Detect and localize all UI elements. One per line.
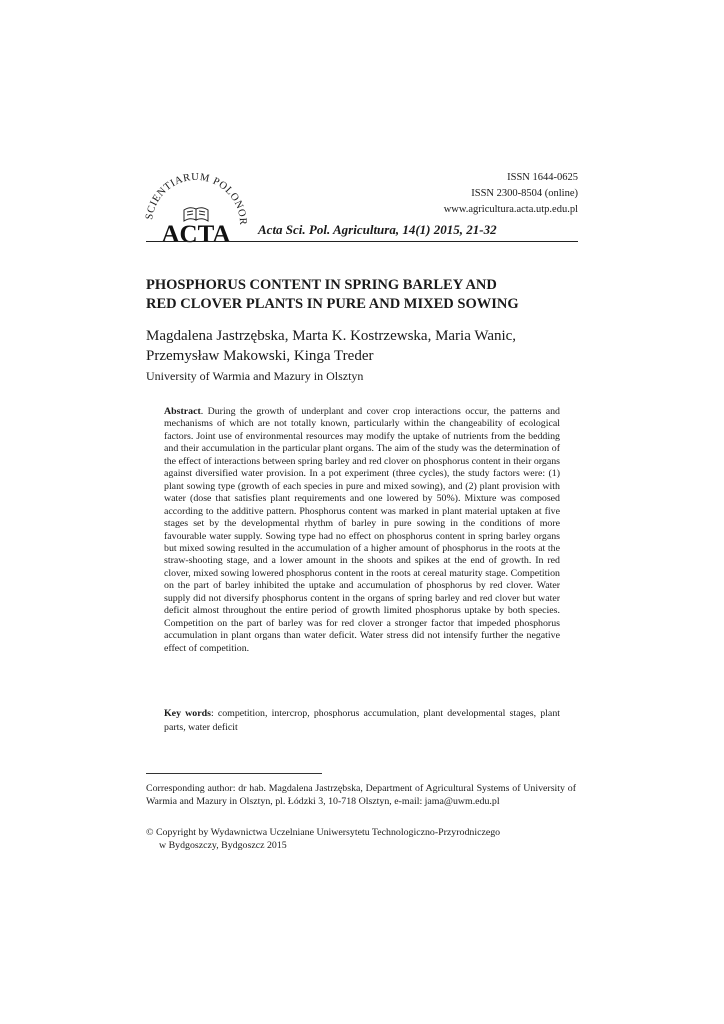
acta-logo [142, 162, 250, 246]
logo-word: ACTA [161, 221, 231, 246]
keywords-label: Key words [164, 708, 211, 719]
authors-line-2: Przemysław Makowski, Kinga Treder [146, 348, 374, 364]
svg-text:SCIENTIARUM POLONORUM [142, 162, 248, 226]
authors-line-1: Magdalena Jastrzębska, Marta K. Kostrzewska, Maria Wanic, [146, 328, 517, 344]
abstract-label: Abstract [164, 406, 201, 417]
issn-block [258, 170, 578, 218]
abstract-text: . During the growth of underplant and cover crop interactions occur, the patterns and mechanisms of which are not totally known, particularly within the changeability of ecological factors. Joint use of environmental resources may modify the uptake of nutrients from the bedding and their accumulation in the particular plant organs. The aim of the study was the determination of the effect of interactions between spring barley and red clover on phosphorus content in their organs against diversified water provision. In a pot experiment (three cycles), the study factors were: (1) plant sowing type (growth of each species in pure and mixed sowing), and (2) plant provision with water (dose that satisfies plant requirements and one lowered by 50%). Mixture was composed according to the additive pattern. Phosphorus content was marked in plant material uptaken at five stages set by the developmental rhythm of barley in pure sowing in the conditions of more favourable water supply. Sowing type had no effect on phosphorus content in spring barley organs but mixed sowing resulted in the accumulation of a higher amount of phosphorus in the roots at the straw-shooting stage, and a lower amount in the shoots and spikes at the end of growth. In red clover, mixed sowing lowered phosphorus content in the roots at cereal maturity stage. Competition on the part of barley inhibited the uptake and accumulation of phosphorus by red clover. Water supply did not diversify phosphorus content in the organs of spring barley and red clover but water deficit almost throughout the entire period of growth limited phosphorus uptake by both species. Competition on the part of barley was for red clover a stronger factor that impeded phosphorus accumulation in plant organs than water deficit. Water stress did not intensify further the negative effect of competition. [164, 406, 560, 654]
copyright-line-1: © Copyright by Wydawnictwa Uczelniane Uniwersytetu Technologiczno-Przyrodniczego [146, 827, 501, 838]
journal-website[interactable]: www.agricultura.acta.utp.edu.pl [443, 204, 578, 215]
issn-print: ISSN 1644-0625 [507, 172, 578, 183]
journal-citation: Acta Sci. Pol. Agricultura, 14(1) 2015, 21-32 [258, 222, 497, 237]
logo-arc-text: SCIENTIARUM POLONOR [144, 171, 249, 226]
book-icon [184, 208, 208, 221]
issn-online: ISSN 2300-8504 (online) [471, 188, 578, 199]
title-line-1: PHOSPHORUS CONTENT IN SPRING BARLEY AND [146, 277, 497, 293]
header-divider [146, 241, 578, 242]
authors [146, 326, 578, 366]
title-line-2: RED CLOVER PLANTS IN PURE AND MIXED SOWING [146, 296, 519, 312]
corresponding-author: Corresponding author: dr hab. Magdalena Jastrzębska, Department of Agricultural Systems of University of Warmia and Mazury in Olsztyn, pl. Łódzki 3, 10-718 Olsztyn, e-mail: jama@uwm.edu.pl [146, 783, 576, 808]
keywords-text: : competition, intercrop, phosphorus accumulation, plant developmental stages, plant parts, water deficit [164, 708, 560, 733]
article-title [146, 276, 578, 314]
copyright [146, 826, 576, 852]
footnote-divider [146, 773, 322, 774]
copyright-line-2: w Bydgoszczy, Bydgoszcz 2015 [159, 840, 287, 852]
abstract [164, 406, 560, 655]
keywords [164, 707, 560, 734]
affiliation: University of Warmia and Mazury in Olsztyn [146, 369, 364, 383]
